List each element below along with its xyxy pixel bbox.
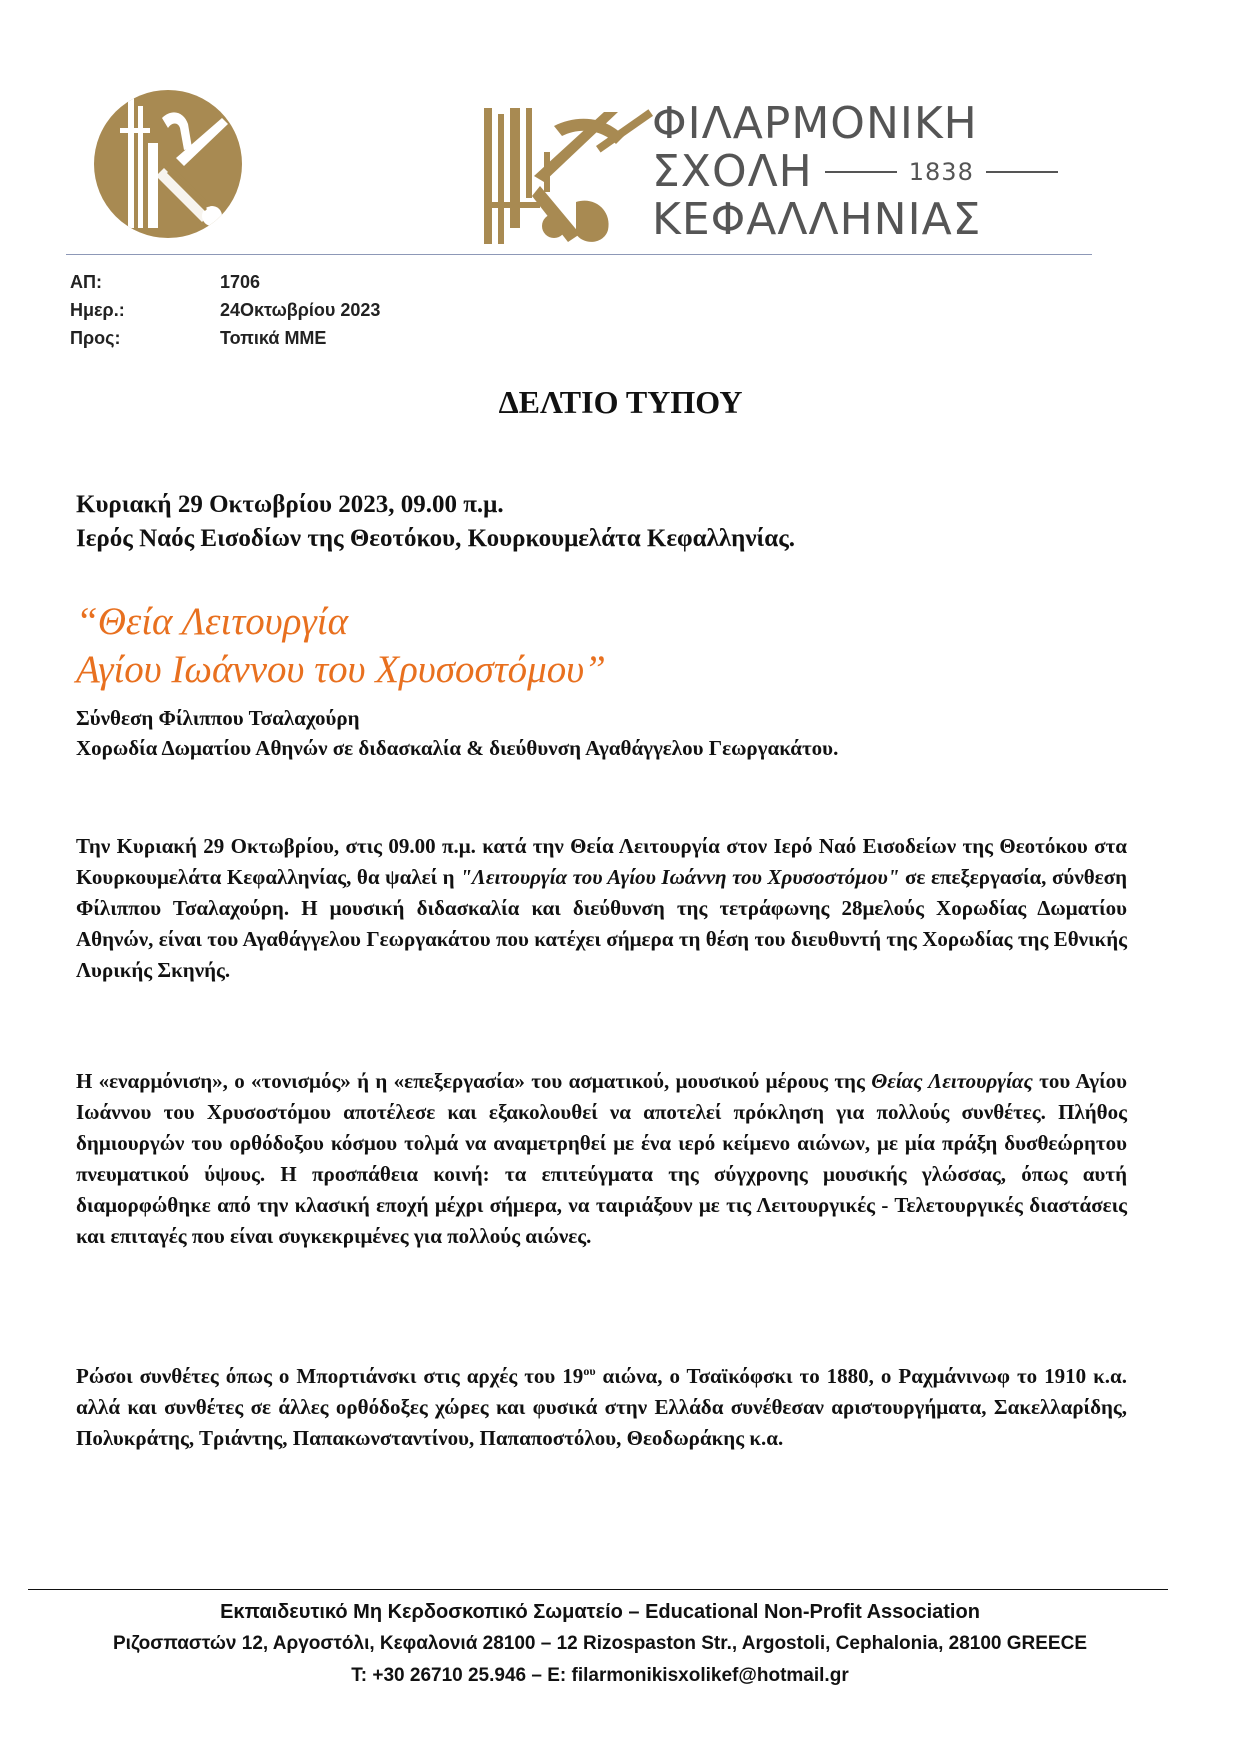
k-emblem-logo — [484, 106, 660, 246]
org-name-schole: ΣΧΟΛΗ — [652, 146, 813, 197]
meta-date-label: Ημερ.: — [70, 300, 125, 320]
body-paragraph-1 — [76, 831, 1127, 986]
meta-date-value: 24Οκτωβρίου 2023 — [220, 300, 381, 320]
meta-ap-label: ΑΠ: — [70, 272, 102, 292]
org-name-line2 — [652, 148, 1072, 196]
event-datetime: Κυριακή 29 Οκτωβρίου 2023, 09.00 π.μ. — [76, 491, 504, 518]
meta-to-value: Τοπικά ΜΜΕ — [220, 328, 327, 348]
event-venue: Ιερός Ναός Εισοδίων της Θεοτόκου, Κουρκουμελάτα Κεφαλληνίας. — [76, 525, 796, 552]
body-paragraph-2 — [76, 1066, 1127, 1252]
document-title: ΔΕΛΤΙΟ ΤΥΠΟΥ — [498, 384, 743, 420]
p3-text-a: Ρώσοι συνθέτες όπως ο Μπορτιάνσκι στις αρχές του 19 — [76, 1364, 584, 1388]
p1-text-a: Την Κυριακή 29 Οκτωβρίου, στις 09.00 π.μ. κατά την Θεία Λειτουργία στον Ιερό Ναό Εισοδείων της Θεοτόκου στα Κουρκουμελάτα Κεφαλληνίας, θα ψαλεί η — [76, 834, 1127, 889]
composer-credit: Σύνθεση Φίλιππου Τσαλαχούρη — [76, 706, 360, 730]
divider-dash — [986, 171, 1058, 173]
divider-dash — [825, 171, 897, 173]
document-meta — [70, 268, 380, 352]
org-name-line1: ΦΙΛΑΡΜΟΝΙΚΗ — [652, 98, 978, 149]
body-paragraph-3 — [76, 1356, 1127, 1454]
footer-divider — [28, 1589, 1168, 1590]
meta-ap-value: 1706 — [220, 272, 261, 292]
footer-contact: T: +30 26710 25.946 – E: filarmonikisxolikef@hotmail.gr — [351, 1665, 849, 1686]
circle-emblem-logo — [92, 88, 244, 240]
work-title-line1: “Θεία Λειτουργία — [76, 600, 349, 643]
p2-italic-title: Θείας Λειτουργίας — [871, 1069, 1033, 1093]
p3-text-b: αιώνα, ο Τσαϊκόφσκι το 1880, ο Ραχμάνινωφ το 1910 κ.α. αλλά και συνθέτες σε άλλες ορθόδοξες χώρες και φυσικά στην Ελλάδα συνέθεσαν αριστουργήματα, Σακελλαρίδης, Πολυκράτης, Τριάντης, Παπακωνσταντίνου, Παπαποστόλου, Θεοδωράκης κ.α. — [76, 1364, 1127, 1450]
header-divider — [66, 254, 1092, 255]
p1-text-b: σε επεξεργασία, σύνθεση Φίλιππου Τσαλαχούρη. Η μουσική διδασκαλία και διεύθυνση της τετράφωνης 28μελούς Χορωδίας Δωματίου Αθηνών, είναι του Αγαθάγγελου Γεωργακάτου που κατέχει σήμερα τη θέση του διευθυντή της Χορωδίας της Εθνικής Λυρικής Σκηνής. — [76, 865, 1127, 982]
p2-text-a: Η «εναρμόνιση», ο «τονισμός» ή η «επεξεργασία» του ασματικού, μουσικού μέρους της — [76, 1069, 872, 1093]
org-founding-year: 1838 — [908, 158, 974, 186]
footer-association: Εκπαιδευτικό Μη Κερδοσκοπικό Σωματείο – Educational Non-Profit Association — [220, 1601, 980, 1623]
meta-row-to — [70, 324, 380, 352]
organization-name — [652, 100, 1072, 244]
org-name-line3: ΚΕΦΑΛΛΗΝΙΑΣ — [652, 194, 982, 245]
p1-italic-title: "Λειτουργία του Αγίου Ιωάννη του Χρυσοστόμου" — [460, 865, 900, 889]
meta-to-label: Προς: — [70, 328, 121, 348]
footer — [0, 1596, 1200, 1692]
event-info — [76, 488, 795, 556]
p3-superscript: ου — [583, 1364, 596, 1378]
work-title-line2: Αγίου Ιωάννου του Χρυσοστόμου” — [76, 648, 606, 691]
p2-text-b: του Αγίου Ιωάννου του Χρυσοστόμου αποτέλεσε και εξακολουθεί να αποτελεί πρόκληση για πολλούς συνθέτες. Πλήθος δημιουργών του ορθόδοξου κόσμου τολμά να αναμετρηθεί με ένα ιερό κείμενο αιώνων, με μία πράξη δυσθεώρητου πνευματικού ύψους. Η προσπάθεια κοινή: τα επιτεύγματα της σύγχρονης μουσικής γλώσσας, όπως αυτή διαμορφώθηκε από την κλασική εποχή μέχρι σήμερα, να ταιριάξουν με τις Λειτουργικές - Τελετουργικές διαστάσεις και επιταγές που είναι συγκεκριμένες για πολλούς αιώνες. — [76, 1069, 1128, 1248]
performers-credit: Χορωδία Δωματίου Αθηνών σε διδασκαλία & διεύθυνση Αγαθάγγελου Γεωργακάτου. — [76, 736, 839, 760]
work-title — [76, 598, 606, 694]
meta-row-date — [70, 296, 380, 324]
footer-address: Ριζοσπαστών 12, Αργοστόλι, Κεφαλονιά 28100 – 12 Rizospaston Str., Argostoli, Cephalonia, 28100 GREECE — [113, 1633, 1087, 1654]
meta-row-ap — [70, 268, 380, 296]
work-credits — [76, 703, 838, 763]
